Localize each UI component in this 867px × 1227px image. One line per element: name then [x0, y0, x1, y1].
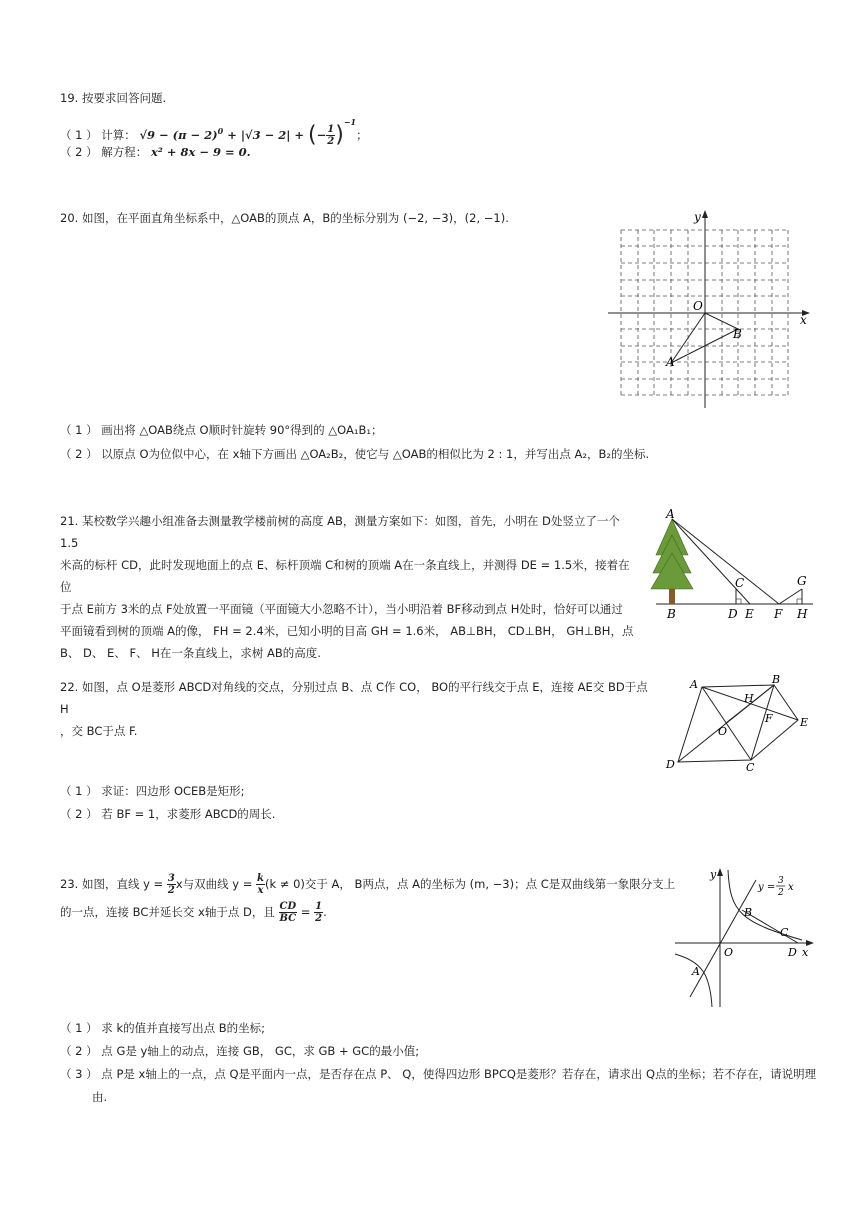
q19-part1-tag: （ 1 ） [60, 128, 98, 142]
q23-line1: 23. 如图，直线 y = $\frac{3}{2}$ x与双曲线 y = $\frac{k}{x}$ (k ≠ 0)交于 A， B两点，点 A的坐标为 (m, −3)；点 C是双曲线第一象限分支上 [60, 873, 676, 896]
q20-y-label: y [694, 210, 701, 224]
q22-lines-be-ec [751, 685, 798, 760]
q21-b-label: B [667, 607, 676, 621]
q21-c-label: C [735, 576, 745, 590]
q20-part2: （ 2 ） 以原点 O为位似中心，在 x轴下方画出 △OA₂B₂，使它与 △OAB的相似比为 2 : 1，并写出点 A₂，B₂的坐标. [60, 447, 650, 461]
q21-a-label: A [666, 507, 675, 521]
q22-o-label: O [718, 725, 728, 738]
q22-c-label: C [746, 761, 755, 774]
q22-f-label: F [765, 712, 773, 725]
q19-part1-label: 计算： [101, 128, 136, 142]
q23-o-label: O [724, 946, 734, 959]
q20-x-label: x [800, 313, 807, 327]
q21-line-af [672, 519, 779, 604]
q19-frac: $\frac{1}{2}$ [327, 124, 335, 147]
q21-e-label: E [745, 607, 754, 621]
q23-part1: （ 1 ） 求 k的值并直接写出点 B的坐标; [60, 1021, 266, 1035]
q23-y-label: y [710, 868, 717, 881]
q20-part1: （ 1 ） 画出将 △OAB绕点 O顺时针旋转 90°得到的 △OA₁B₁； [60, 423, 383, 437]
q22-body: 22. 如图，点 O是菱形 ABCD对角线的交点，分别过点 B、点 C作 CO， BO的平行线交于点 E，连接 AE交 BD于点 H ，交 BC于点 F. [60, 680, 648, 738]
q23-part2: （ 2 ） 点 G是 y轴上的动点，连接 GB， GC，求 GB + GC的最小值; [60, 1044, 420, 1058]
q20-o-label: O [693, 299, 703, 313]
q19-expr-b: + |√3 − 2| + [223, 128, 309, 142]
q20-y-arrow [702, 210, 708, 218]
q19-expr-a: √9 − (π − 2) [139, 128, 218, 142]
q23-figure [670, 862, 820, 1012]
q21-d-label: D [728, 607, 738, 621]
q23-a-label: A [692, 965, 700, 978]
q22-figure [660, 672, 820, 777]
q23-line-frac-num: 3 [778, 876, 784, 886]
q21-line-fg [779, 589, 802, 604]
q23-hyperbola-q1 [728, 870, 802, 940]
q22-h-label: H [744, 692, 754, 705]
q23-hyperbola-q3 [675, 954, 712, 1007]
q23-line2: 的一点，连接 BC并延长交 x轴于点 D，且 $\frac{CD}{BC}$ = $\frac{1}{2}$ . [60, 901, 327, 924]
q21-f-label: F [774, 607, 783, 621]
q22-d-label: D [666, 758, 675, 771]
q20-stem: 20. 如图，在平面直角坐标系中，△OAB的顶点 A，B的坐标分别为 (−2, −3)，(2, −1). [60, 211, 509, 225]
q19-stem: 19. 按要求回答问题. [60, 91, 167, 105]
q23-x-label: x [802, 946, 809, 959]
q23-line-label: y = [758, 882, 776, 893]
q20-figure [600, 200, 815, 410]
q20-a-label: A [666, 355, 675, 369]
q19-equation: x² + 8x − 9 = 0. [150, 145, 251, 159]
q19-exp1: −1 [343, 117, 357, 127]
q23-b-label: B [744, 906, 753, 919]
q23-c-label: C [780, 926, 789, 939]
q21-figure [648, 505, 818, 625]
q22-a-label: A [690, 678, 698, 691]
q23-part3-cont: 由. [92, 1090, 108, 1104]
q23-line-frac-den: 2 [778, 888, 784, 898]
q19-exp0: 0 [217, 126, 224, 137]
q22-e-label: E [800, 716, 809, 729]
q21-body: 21. 某校数学兴趣小组准备去测量教学楼前树的高度 AB，测量方案如下：如图，首先，小明在 D处竖立了一个 1.5 米高的标杆 CD，此时发现地面上的点 E、标杆顶端 C和树的顶端 A在一条直线上，并测得 DE = 1.5米，接着在位 于点 E前方 3米的点 F处放置一平面镜（平面镜大小忽略不计），当小明沿着 BF移动到点 H处时，恰好可以通过 平面镜看到树的顶端 A的像， FH = 2.4米，已知小明的目高 GH = 1.6米， AB⊥BH， CD⊥BH， GH⊥BH，点 B、 D、 E、 F、 H在一条直线上，求树 AB的高度. [60, 514, 634, 660]
q23-line [690, 880, 756, 997]
q23-part3: （ 3 ） 点 P是 x轴上的一点，点 Q是平面内一点，是否存在点 P、 Q，使得四边形 BPCQ是菱形？若存在，请求出 Q点的坐标；若不存在，请说明理 [60, 1067, 817, 1081]
q20-b-label: B [733, 327, 742, 341]
q19-part2: （ 2 ） 解方程： x² + 8x − 9 = 0. [60, 145, 251, 159]
q22-part2: （ 2 ） 若 BF = 1，求菱形 ABCD的周长. [60, 807, 276, 821]
q23-line-x: x [788, 882, 794, 893]
q21-g-label: G [797, 574, 807, 588]
q19-part1: （ 1 ） 计算： $√9 - (\pi - 2)^0 + |√3 - 2|$ + (− $\frac{1}{2}$ )$^{-1}$； [60, 117, 368, 148]
q23-d-label: D [788, 946, 797, 959]
q22-b-label: B [772, 673, 781, 686]
q22-part1: （ 1 ） 求证：四边形 OCEB是矩形; [60, 784, 245, 798]
q21-h-label: H [797, 607, 808, 621]
